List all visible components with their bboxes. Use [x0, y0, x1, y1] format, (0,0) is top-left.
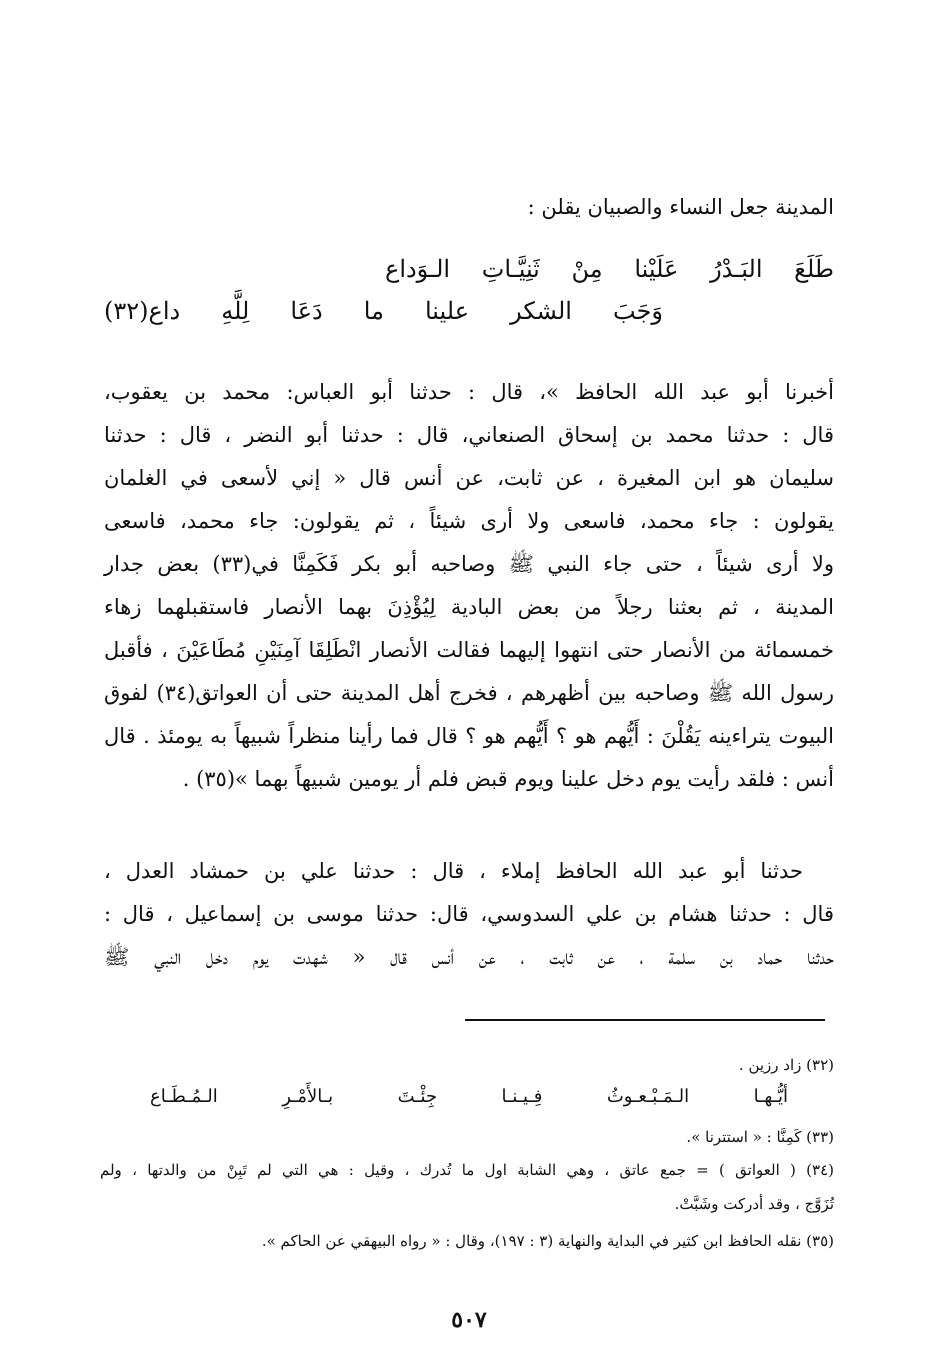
hadith-1-line-9: البيوت يتراءينه يَقُلْنَ : أَيُّهم هو ؟ أَيُّهم هو ؟ قال فما رأينا منظراً شبيهاً به يومئذ . قال [104, 724, 834, 748]
footnote-33: (٣٣) كَمِنَّا : « استترنا ». [686, 1128, 834, 1146]
hadith-1-line-1: أخبرنا أبو عبد الله الحافظ »، قال : حدثنا أبو العباس: محمد بن يعقوب، [104, 380, 834, 404]
poem-hemistich-1: طَلَعَ البَـدْرُ عَلَيْنا مِنْ ثَنِيَّـاتِ الـوَداع [385, 255, 834, 283]
footnote-32: (٣٢) زاد رزين . [738, 1056, 834, 1074]
hadith-1-line-7: خمسمائة من الأنصار حتى انتهوا إليهما فقالت الأنصار انْطَلِقَا آمِنَيْنِ مُطَاعَيْنَ ، فأقبل [104, 638, 834, 662]
hadith-1-line-6: المدينة ، ثم بعثنا رجلاً من بعض البادية لِيُؤْذِنَ بهما الأنصار فاستقبلهما زهاء [104, 595, 834, 619]
footnote-34-line-1: (٣٤) ( العواتق ) = جمع عاتق ، وهي الشابة اول ما تُدرك ، وقيل : هي التي لم تَبِنْ من والدتها ، ولم [100, 1161, 834, 1179]
hadith-2-line-1: حدثنا أبو عبد الله الحافظ إملاء ، قال : حدثنا علي بن حمشاد العدل ، [104, 859, 803, 883]
hadith-1-line-3: سليمان هو ابن المغيرة ، عن ثابت، عن أنس قال « إني لأسعى في الغلمان [104, 466, 834, 490]
hadith-1-line-4: يقولون : جاء محمد، فاسعى ولا أرى شيئاً ، ثم يقولون: جاء محمد، فاسعى [104, 509, 834, 533]
hadith-2-line-2: قال : حدثنا هشام بن علي السدوسي، قال: حدثنا موسى بن إسماعيل ، قال : [104, 902, 834, 926]
poem-hemistich-2: وَجَبَ الشكر علينا ما دَعَا لِلَّهِ داع(٣٢) [104, 297, 663, 325]
footnote-32-verse: أيُّـهـا الـمَـبْـعـوثُ فِـيـنـا جِئْـتَ بـالأَمْـرِ الـمُـطَـاع [150, 1086, 788, 1107]
footnote-34-line-2: تُزَوَّج ، وقد أدركت وشَبَّتْ. [674, 1195, 834, 1213]
hadith-1-line-8: رسول الله ﷺ وصاحبه بين أظهرهم ، فخرج أهل المدينة حتى أن العواتق(٣٤) لفوق [104, 681, 834, 705]
footnote-35: (٣٥) نقله الحافظ ابن كثير في البداية والنهاية (٣ : ١٩٧)، وقال : « رواه البيهقي عن الحاكم ». [261, 1232, 834, 1250]
hadith-1-line-2: قال : حدثنا محمد بن إسحاق الصنعاني، قال : حدثنا أبو النضر ، قال : حدثنا [104, 423, 834, 447]
footnote-separator [465, 1019, 825, 1021]
hadith-1-line-10: أنس : فلقد رأيت يوم دخل علينا ويوم قبض فلم أر يومين شبيهاً بهما »(٣٥) . [182, 767, 834, 791]
hadith-2-line-3: حدثنا حماد بن سلمة ، عن ثابت ، عن أنس قال « شهدت يوم دخل النبي ﷺ [104, 945, 834, 969]
hadith-1-line-5: ولا أرى شيئاً ، حتى جاء النبي ﷺ وصاحبه أبو بكر فَكَمِنَّا في(٣٣) بعض جدار [104, 552, 834, 576]
page-number: ٥٠٧ [451, 1307, 487, 1333]
intro-line: المدينة جعل النساء والصبيان يقلن : [527, 195, 834, 219]
